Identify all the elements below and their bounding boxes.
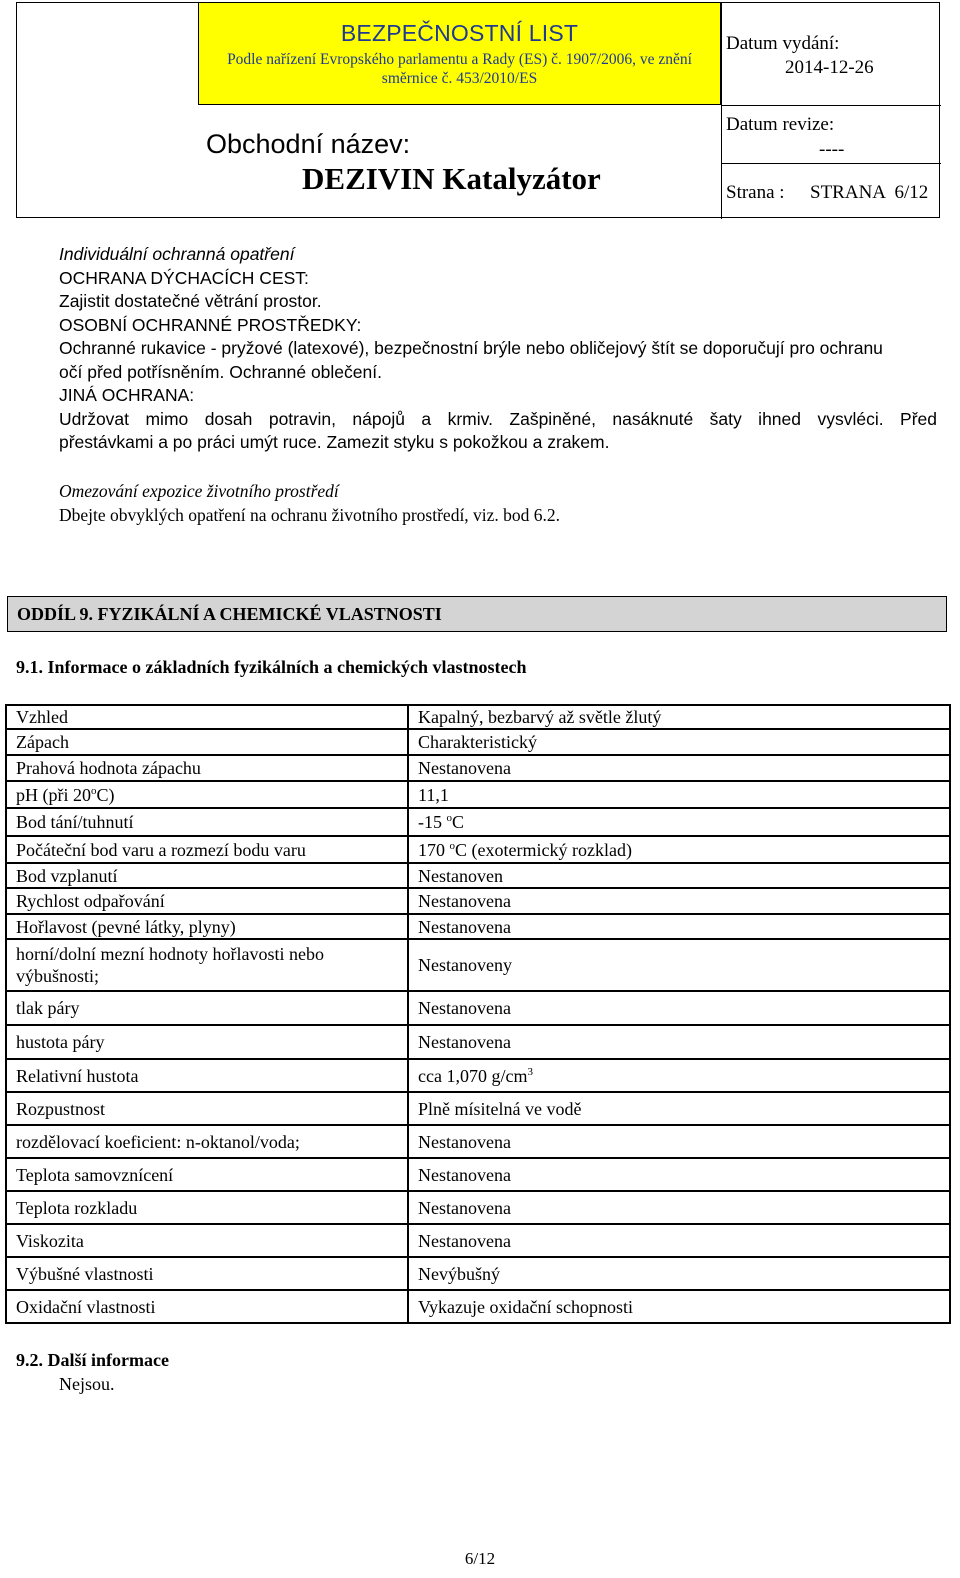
table-row — [6, 1125, 950, 1158]
property-label: Viskozita — [6, 1224, 408, 1257]
property-label: Oxidační vlastnosti — [6, 1290, 408, 1323]
property-value: Plně mísitelná ve vodě — [418, 1098, 582, 1119]
environment-block — [59, 479, 560, 527]
property-value: Nestanoven — [418, 865, 503, 886]
issue-date-label: Datum vydání: — [726, 33, 840, 54]
property-value: Vykazuje oxidační schopnosti — [418, 1296, 633, 1317]
table-row — [6, 991, 950, 1025]
property-value: Nestanovena — [418, 1230, 511, 1251]
document-header — [16, 2, 940, 218]
protection-block — [59, 243, 939, 455]
property-label: horní/dolní mezní hodnoty hořlavosti nebo výbušnosti; — [6, 939, 408, 991]
page-number: 6/12 — [464, 1549, 496, 1568]
table-row — [6, 836, 950, 863]
table-row — [6, 1257, 950, 1290]
ppe-text-line1: Ochranné rukavice - pryžové (latexové), bezpečnostní brýle nebo obličejový štít se doporučují pro ochranu — [59, 338, 883, 358]
property-value: -15 $^o$C — [418, 812, 465, 832]
property-value: Nestanovena — [418, 1032, 511, 1052]
revision-value: ---- — [819, 139, 845, 160]
properties-table — [5, 704, 951, 1324]
property-value: Nestanovena — [418, 1197, 511, 1218]
ppe-label: OSOBNÍ OCHRANNÉ PROSTŘEDKY: — [59, 314, 362, 335]
page-label: Strana : — [726, 182, 785, 203]
property-value: Nestanovena — [418, 1131, 511, 1152]
property-label: Teplota samovznícení — [6, 1158, 408, 1191]
header-title-box — [198, 3, 721, 105]
property-label: Zápach — [6, 729, 408, 755]
table-row — [6, 1158, 950, 1191]
property-label: Hořlavost (pevné látky, plyny) — [6, 914, 408, 939]
subsection-9-1-heading: 9.1. Informace o základních fyzikálních a chemických vlastnostech — [16, 657, 527, 677]
property-label: Prahová hodnota zápachu — [6, 755, 408, 781]
other-protection-line1: Udržovat mimo dosah potravin, nápojů a krmiv. Zašpiněné, nasáknuté šaty ihned vysvléci. Před — [59, 408, 937, 429]
trade-name-label: Obchodní název: — [206, 129, 411, 159]
environment-heading: Omezování expozice životního prostředí — [59, 481, 339, 501]
further-info-text: Nejsou. — [59, 1374, 115, 1394]
protection-heading: Individuální ochranná opatření — [59, 244, 295, 264]
table-row — [6, 755, 950, 781]
property-label: Bod tání/tuhnutí — [6, 808, 408, 836]
property-label: Vzhled — [6, 705, 408, 729]
property-value: 11,1 — [418, 784, 449, 805]
property-label: tlak páry — [6, 991, 408, 1025]
property-label: Výbušné vlastnosti — [6, 1257, 408, 1290]
property-value: Charakteristický — [418, 732, 537, 752]
property-value: Nestanovena — [418, 1164, 511, 1185]
subsection-9-2-heading: 9.2. Další informace — [16, 1350, 169, 1370]
property-label: rozdělovací koeficient: n-oktanol/voda; — [6, 1125, 408, 1158]
property-label: hustota páry — [6, 1025, 408, 1059]
section-9-bar — [7, 596, 947, 632]
respiratory-text: Zajistit dostatečné větrání prostor. — [59, 291, 322, 311]
table-row — [6, 781, 950, 808]
property-value: Nestanovena — [418, 916, 511, 937]
property-value: Nestanoveny — [418, 955, 512, 975]
section-9-title: ODDÍL 9. FYZIKÁLNÍ A CHEMICKÉ VLASTNOSTI — [17, 604, 442, 624]
ppe-text-line2: očí před potřísněním. Ochranné oblečení. — [59, 361, 382, 382]
table-row — [6, 863, 950, 888]
product-name: DEZIVIN Katalyzátor — [302, 161, 601, 196]
property-label: Teplota rozkladu — [6, 1191, 408, 1224]
table-row — [6, 729, 950, 755]
regulation-note: Podle nařízení Evropského parlamentu a Rady (ES) č. 1907/2006, ve znění směrnice č. 453/2010/ES — [227, 51, 692, 87]
other-protection-label: JINÁ OCHRANA: — [59, 385, 195, 405]
table-row — [6, 1191, 950, 1224]
property-value: 170 $^o$C (exotermický rozklad) — [418, 839, 632, 860]
table-row — [6, 1059, 950, 1092]
table-row — [6, 1224, 950, 1257]
environment-text: Dbejte obvyklých opatření na ochranu životního prostředí, viz. bod 6.2. — [59, 505, 561, 525]
table-row — [6, 1290, 950, 1323]
property-label: Rozpustnost — [6, 1092, 408, 1125]
table-row — [6, 1092, 950, 1125]
property-value: Kapalný, bezbarvý až světle žlutý — [418, 707, 662, 727]
property-value: Nevýbušný — [418, 1263, 500, 1284]
property-label: Rychlost odpařování — [6, 888, 408, 914]
table-row — [6, 888, 950, 914]
table-row — [6, 939, 950, 991]
document-title: BEZPEČNOSTNÍ LIST — [340, 20, 579, 46]
property-label: Bod vzplanutí — [6, 863, 408, 888]
table-row — [6, 914, 950, 939]
revision-label: Datum revize: — [726, 114, 835, 135]
property-label: Relativní hustota — [6, 1059, 408, 1092]
page-value: STRANA 6/12 — [810, 182, 929, 203]
property-label: Počáteční bod varu a rozmezí bodu varu — [6, 836, 408, 863]
issue-date: 2014-12-26 — [785, 57, 874, 78]
property-value: Nestanovena — [418, 998, 511, 1018]
respiratory-label: OCHRANA DÝCHACÍCH CEST: — [59, 267, 309, 288]
property-label: pH (při 20$^o$C) — [6, 781, 408, 808]
other-protection-line2: přestávkami a po práci umýt ruce. Zamezit styku s pokožkou a zrakem. — [59, 432, 610, 452]
property-value: cca 1,070 $g/cm^3$ — [418, 1065, 533, 1086]
table-row — [6, 1025, 950, 1059]
property-value: Nestanovena — [418, 891, 511, 911]
table-row — [6, 705, 950, 729]
table-row — [6, 808, 950, 836]
property-value: Nestanovena — [418, 758, 511, 778]
